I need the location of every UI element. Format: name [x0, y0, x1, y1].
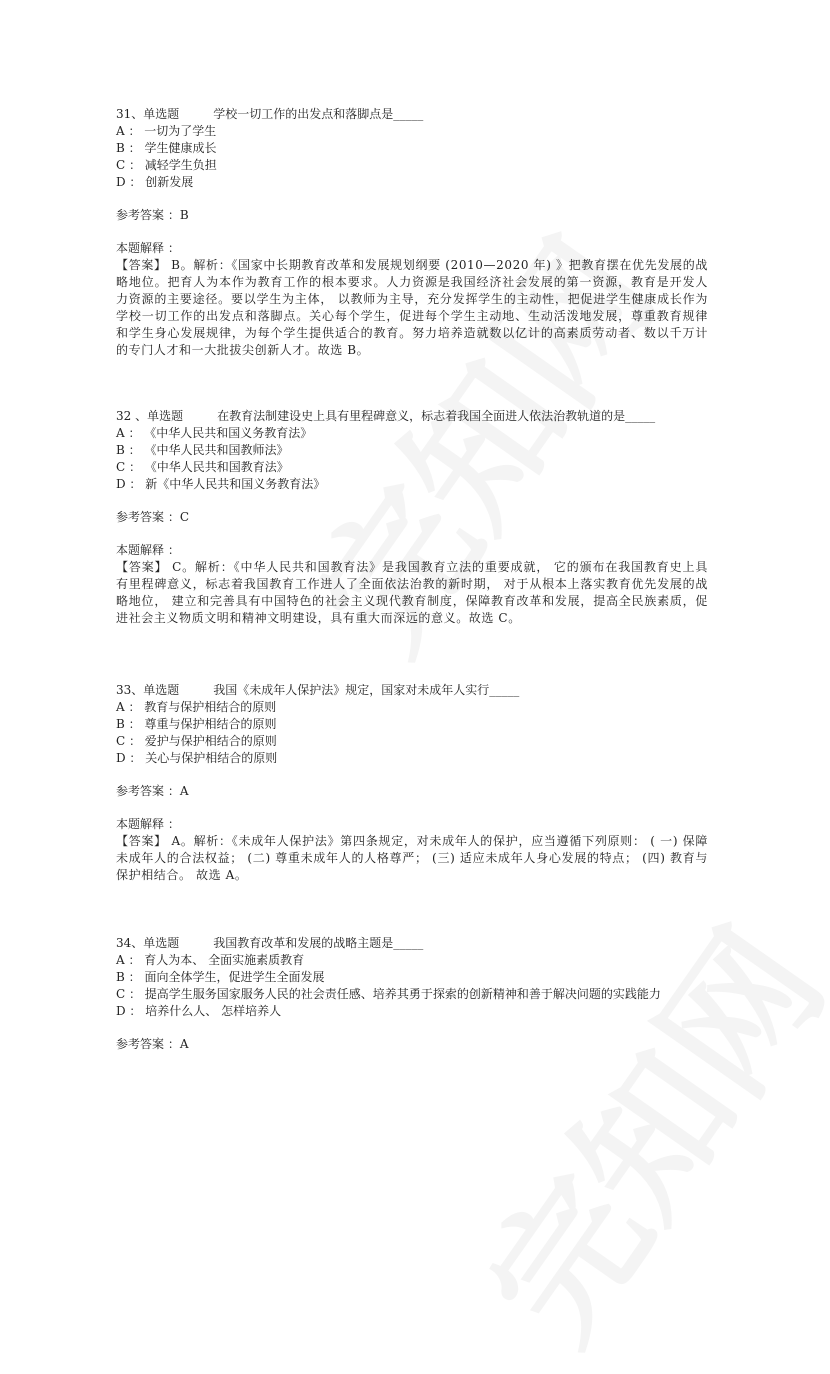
option-d: D ： 关心与保护相结合的原则 [116, 751, 278, 765]
question-title [116, 682, 708, 699]
question-title [116, 106, 708, 123]
reference-answer: 参考答案 ：A [116, 784, 189, 798]
reference-answer: 参考答案 ：A [116, 1037, 189, 1051]
question-title [116, 935, 708, 952]
option-c: C ： 减轻学生负担 [116, 158, 217, 172]
question-34 [116, 935, 708, 1053]
option-d: D ： 创新发展 [116, 175, 194, 189]
explanation-label: 本题解释 ： [116, 241, 180, 255]
reference-answer: 参考答案 ：C [116, 510, 189, 524]
question-stem: 学校一切工作的出发点和落脚点是_____ [213, 107, 424, 121]
question-number: 31、单选题 [116, 107, 180, 121]
explanation-text: 【答案】 C。解析：《中华人民共和国教育法》是我国教育立法的重要成就， 它的颁布在我国教育史上具有里程碑意义，标志着我国教育工作进人了全面依法治教的新时期， 对于从根本上落实教育优先发展的战略地位， 建立和完善具有中国特色的社会主义现代教育制度，保障教育改革和发展，提高全民族素质，促进社会主义物质文明和精神文明建设，具有重大而深远的意义。故选 C。 [116, 560, 708, 625]
option-d: D ： 培养什么人、 怎样培养人 [116, 1004, 282, 1018]
option-a: A ： 育人为本、 全面实施素质教育 [116, 953, 305, 967]
question-stem: 我国《未成年人保护法》规定，国家对未成年人实行_____ [213, 683, 520, 697]
question-title [116, 408, 708, 425]
option-c: C ： 提高学生服务国家服务人民的社会责任感、培养其勇于探索的创新精神和善于解决问题的实践能力 [116, 987, 661, 1001]
question-number: 34、单选题 [116, 936, 180, 950]
option-c: C ： 《中华人民共和国教育法》 [116, 460, 289, 474]
option-b: B ： 面向全体学生，促进学生全面发展 [116, 970, 325, 984]
explanation-text: 【答案】 A。解析：《未成年人保护法》第四条规定，对未成年人的保护，应当遵循下列原则： ( 一) 保障未成年人的合法权益； (二) 尊重未成年人的人格尊严； (三) 适应未成年人身心发展的特点； (四) 教育与保护相结合。 故选 A。 [116, 834, 708, 882]
option-b: B ： 学生健康成长 [116, 141, 217, 155]
reference-answer: 参考答案 ：B [116, 208, 189, 222]
option-d: D ： 新《中华人民共和国义务教育法》 [116, 477, 326, 491]
option-b: B ： 《中华人民共和国教师法》 [116, 443, 289, 457]
question-number: 33、单选题 [116, 683, 180, 697]
question-32 [116, 408, 708, 627]
question-stem: 在教育法制建设史上具有里程碑意义，标志着我国全面进人依法治教轨道的是_____ [217, 409, 656, 423]
question-31 [116, 106, 708, 359]
option-a: A ： 教育与保护相结合的原则 [116, 700, 277, 714]
explanation-text: 【答案】 B。解析：《国家中长期教育改革和发展规划纲要 (2010—2020 年) 》把教育摆在优先发展的战略地位。把育人为本作为教育工作的根本要求。人力资源是我国经济社会发展的第一资源，教育是开发人力资源的主要途径。要以学生为主体， 以教师为主导，充分发挥学生的主动性，把促进学生健康成长作为学校一切工作的出发点和落脚点。关心每个学生，促进每个学生主动地、生动活泼地发展，尊重教育规律和学生身心发展规律，为每个学生提供适合的教育。努力培养造就数以亿计的高素质劳动者、数以千万计的专门人才和一大批拔尖创新人才。故选 B。 [116, 258, 708, 357]
explanation-label: 本题解释 ： [116, 817, 180, 831]
explanation-label: 本题解释 ： [116, 543, 180, 557]
question-number: 32 、单选题 [116, 409, 184, 423]
option-a: A ： 一切为了学生 [116, 124, 217, 138]
option-b: B ： 尊重与保护相结合的原则 [116, 717, 277, 731]
question-33 [116, 682, 708, 884]
option-c: C ： 爱护与保护相结合的原则 [116, 734, 277, 748]
question-stem: 我国教育改革和发展的战略主题是_____ [213, 936, 424, 950]
option-a: A ： 《中华人民共和国义务教育法》 [116, 426, 313, 440]
